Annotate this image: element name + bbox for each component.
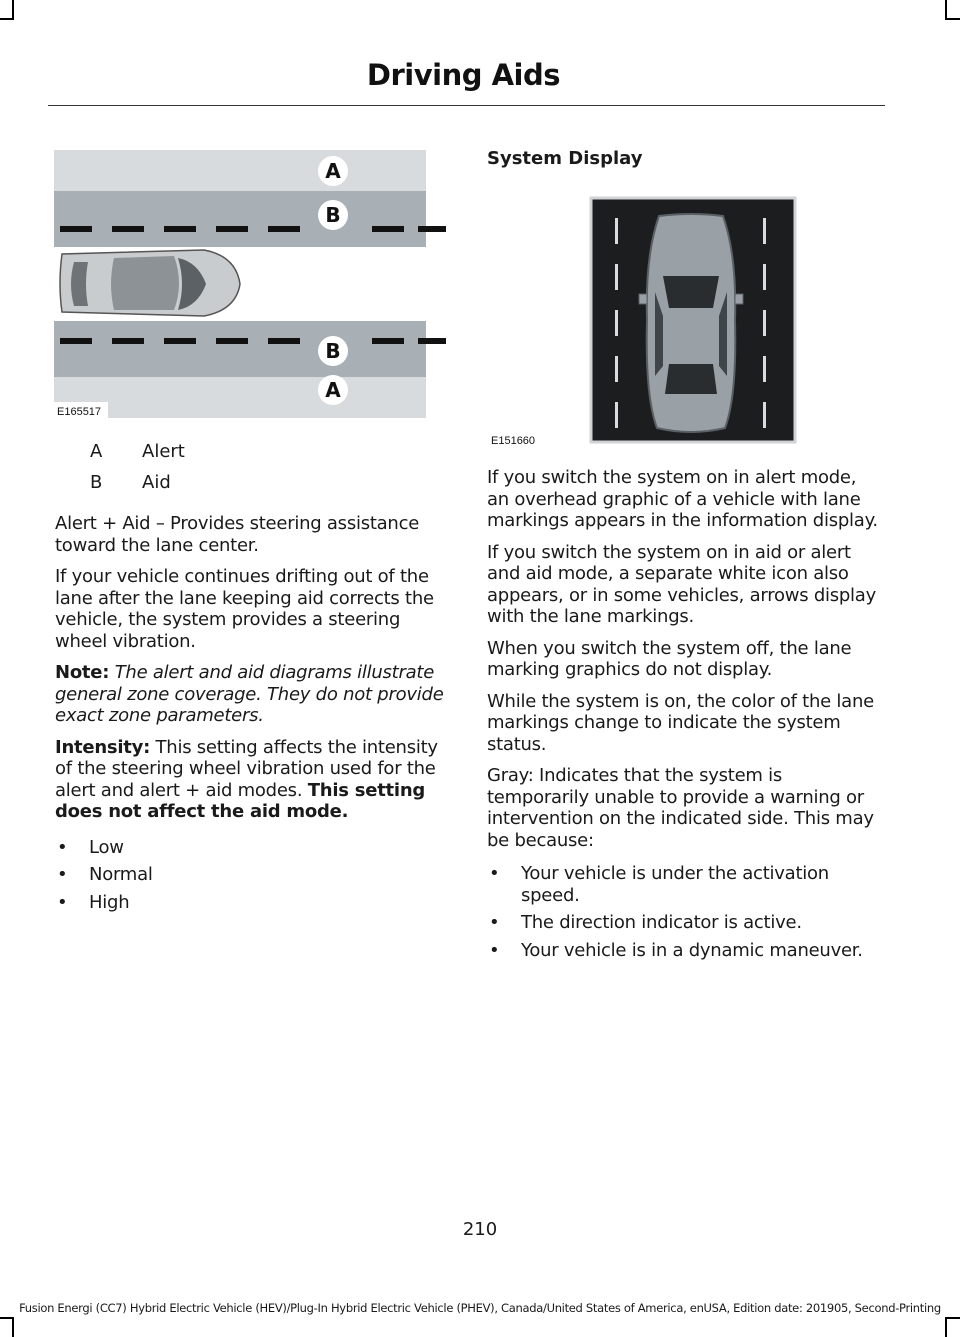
intensity-text: This setting affects the intensity of the steering wheel vibration used for the alert and alert + aid modes. <box>55 736 438 801</box>
bullet-icon: • <box>489 863 500 884</box>
crop-mark <box>945 1317 960 1319</box>
note <box>55 662 447 727</box>
intensity-label: Intensity: <box>55 736 151 758</box>
crop-mark <box>945 1317 947 1337</box>
callout-a-top: A <box>325 159 341 183</box>
legend-label: Alert <box>142 441 185 462</box>
paragraph: Gray: Indicates that the system is temporarily unable to provide a warning or intervention on the indicated side. This may be because: <box>487 765 874 851</box>
legend-key: B <box>90 472 103 493</box>
intensity-emphasis: This setting does not affect the aid mode. <box>55 779 426 822</box>
legend-row <box>90 472 102 493</box>
list-item <box>55 892 447 914</box>
crop-mark <box>0 1317 14 1319</box>
reason-text: Your vehicle is under the activation speed. <box>521 863 829 906</box>
callout-b-top: B <box>325 203 341 227</box>
reason-text: The direction indicator is active. <box>521 912 802 933</box>
bullet-icon: • <box>489 912 500 933</box>
intensity-paragraph <box>55 737 447 823</box>
legend-key: A <box>90 441 103 462</box>
left-column <box>55 513 447 919</box>
list-item <box>487 940 882 962</box>
crop-mark <box>945 18 960 20</box>
paragraph: If you switch the system on in aid or alert and aid mode, a separate white icon also appears, or in some vehicles, arrows display with the lane markings. <box>487 541 876 627</box>
bullet-icon: • <box>57 836 68 858</box>
crop-mark <box>945 0 947 20</box>
header-divider <box>48 105 885 106</box>
paragraph: If you switch the system on in alert mode, an overhead graphic of a vehicle with lane markings appears in the information display. <box>487 467 878 531</box>
reason-text: Your vehicle is in a dynamic maneuver. <box>521 939 863 961</box>
lane-zone-diagram <box>54 150 446 418</box>
paragraph: Alert + Aid – Provides steering assistance toward the lane center. <box>55 513 420 556</box>
page-title: Driving Aids <box>366 58 560 92</box>
list-item <box>487 863 882 906</box>
footer-text: Fusion Energi (CC7) Hybrid Electric Vehicle (HEV)/Plug-In Hybrid Electric Vehicle (PHEV), Canada/United States of America, enUSA, Edition date: 201905, Second-Printing <box>19 1301 941 1315</box>
page-number: 210 <box>462 1219 498 1240</box>
paragraph: While the system is on, the color of the lane markings change to indicate the system status. <box>487 690 874 755</box>
bullet-icon: • <box>57 864 68 885</box>
list-item <box>55 864 447 886</box>
crop-mark <box>12 0 14 20</box>
legend-label: Aid <box>142 472 171 493</box>
option-normal: Normal <box>89 864 153 885</box>
option-high: High <box>89 891 130 913</box>
bullet-icon: • <box>57 891 68 913</box>
legend-row <box>90 441 102 462</box>
note-label: Note: <box>55 662 110 683</box>
crop-mark <box>12 1317 14 1337</box>
paragraph: If your vehicle continues drifting out of the lane after the lane keeping aid corrects the vehicle, the system provides a steering wheel vibration. <box>55 566 434 652</box>
bullet-icon: • <box>489 939 500 961</box>
system-display-graphic <box>487 196 797 446</box>
list-item <box>55 837 447 859</box>
callout-a-bottom: A <box>325 378 341 402</box>
callout-b-bottom: B <box>325 339 341 363</box>
note-text: The alert and aid diagrams illustrate general zone coverage. They do not provide exact zone parameters. <box>55 662 444 726</box>
section-title: System Display <box>487 148 643 169</box>
figure-code: E151660 <box>491 435 536 446</box>
car-icon <box>60 250 240 316</box>
car-icon <box>639 214 743 432</box>
crop-mark <box>0 18 14 20</box>
list-item <box>487 912 882 934</box>
paragraph: When you switch the system off, the lane marking graphics do not display. <box>487 637 852 680</box>
right-column <box>487 467 882 967</box>
figure-code: E165517 <box>57 406 102 418</box>
option-low: Low <box>89 836 124 858</box>
